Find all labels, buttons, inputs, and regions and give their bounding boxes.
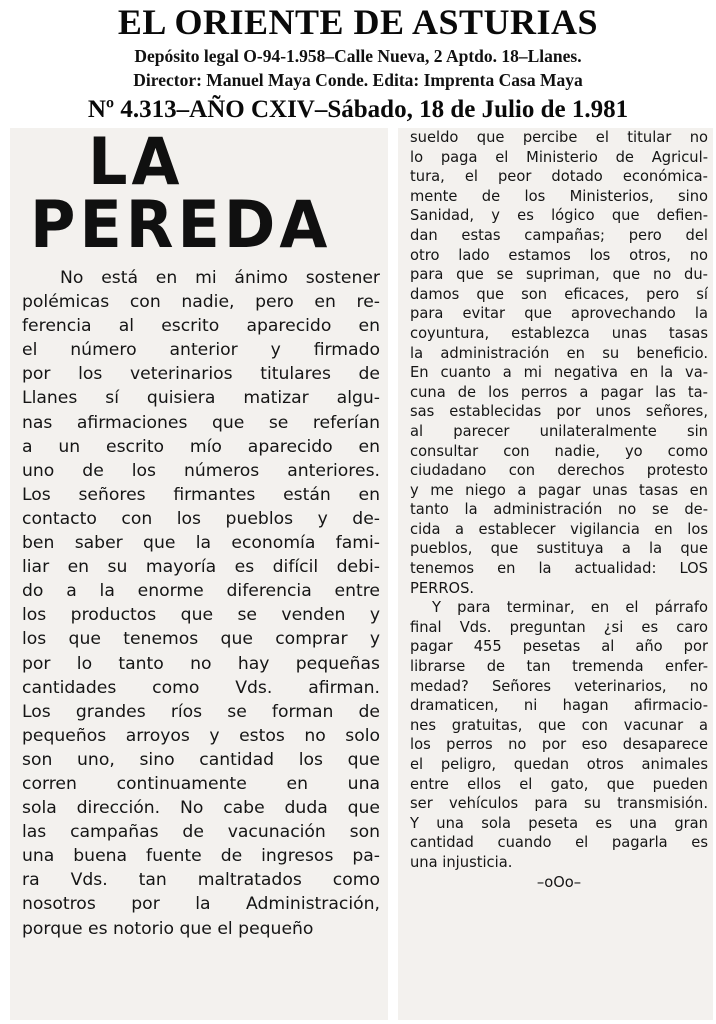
article-text-line: el peligro, quedan otros animales	[410, 756, 708, 773]
article-text-line: cida a establecer vigilancia en los	[410, 520, 708, 538]
article-text-line: corren continuamente en una	[22, 773, 380, 794]
article-text-line: ciudadano con derechos protesto	[410, 462, 708, 480]
article-text-line: ferencia al escrito aparecido en	[22, 316, 380, 337]
article-text-line: lo paga el Ministerio de Agricul-	[410, 148, 708, 166]
article-text-line: las campañas de vacunación son	[22, 822, 380, 843]
article-text-line: dramaticen, ni hagan afirmacio-	[410, 697, 708, 715]
article-text-line: sola dirección. No cabe duda que	[22, 798, 380, 819]
headline-word-la: LA	[88, 123, 184, 200]
issue-date-line: Nº 4.313–AÑO CXIV–Sábado, 18 de Julio de 1.981	[87, 96, 629, 123]
article-text-line: los productos que se venden y	[22, 605, 380, 626]
article-text-line: los perros no por eso desaparece	[410, 736, 708, 754]
article-text-line: uno de los números anteriores.	[22, 460, 380, 481]
masthead	[0, 0, 716, 130]
article-text-line: Sanidad, y es lógico que defien-	[410, 207, 708, 225]
article-text-line: cantidad cuando el pagarla es	[410, 834, 708, 852]
article-text-line: pequeños arroyos y estos no solo	[22, 725, 380, 746]
article-text-line: para que se supriman, que no du-	[410, 266, 708, 284]
article-text-line: medad? Señores veterinarios, no	[410, 677, 708, 695]
article-headline	[30, 123, 360, 263]
article-text-line: Los señores firmantes están en	[22, 484, 380, 505]
article-text-line: tanto la administración no se de-	[410, 501, 708, 519]
article-text-line: una injusticia.	[410, 853, 513, 871]
article-text-line: sas establecidas por unos señores,	[410, 403, 708, 421]
article-text-line: dan estas campañas; pero del	[410, 226, 708, 244]
article-text-line: tenemos en la actualidad: LOS	[410, 560, 708, 578]
imprint-line-legal: Depósito legal O-94-1.958–Calle Nueva, 2 Aptdo. 18–Llanes.	[134, 46, 582, 66]
article-text-line: do a la enorme diferencia entre	[22, 581, 380, 602]
article-text-line: polémicas con nadie, pero en re-	[22, 292, 380, 313]
headline-word-pereda: PEREDA	[30, 186, 332, 263]
article-clipping	[10, 123, 713, 1020]
imprint-line-director: Director: Manuel Maya Conde. Edita: Imprenta Casa Maya	[133, 70, 583, 90]
article-text-line: Y para terminar, en el párrafo	[432, 599, 708, 617]
article-text-line: contacto con los pueblos y de-	[22, 508, 380, 529]
article-text-line: damos que son eficaces, pero sí	[410, 285, 708, 303]
article-text-line: cuna de los perros a pagar las ta-	[410, 383, 708, 401]
article-text-line: el número anterior y firmado	[22, 340, 380, 361]
article-text-line: ra Vds. tan maltratados como	[22, 870, 380, 891]
article-text-line: liar en su mayoría es difícil debi-	[22, 557, 380, 578]
article-text-line: PERROS.	[410, 579, 475, 597]
article-text-line: son uno, sino cantidad los que	[22, 749, 380, 770]
article-text-line: –oOo–	[536, 873, 582, 891]
article-text-line: otro lado estamos los otros, no	[410, 246, 708, 264]
article-text-line: No está en mi ánimo sostener	[60, 268, 380, 288]
article-left-column	[22, 266, 380, 941]
article-text-line: pagar 455 pesetas al año por	[410, 638, 708, 656]
article-text-line: sueldo que percibe el titular no	[410, 129, 708, 146]
article-text-line: los que tenemos que comprar y	[22, 629, 380, 650]
article-text-line: En cuanto a mi negativa en la va-	[410, 364, 708, 382]
article-text-line: Y una sola peseta es una gran	[410, 814, 708, 832]
article-text-line: pueblos, que sustituya a la que	[410, 540, 708, 558]
article-text-line: por lo tanto no hay pequeñas	[22, 653, 380, 674]
article-text-line: nosotros por la Administración,	[22, 894, 380, 915]
article-text-line: para evitar que aprovechando la	[410, 305, 708, 323]
newspaper-title: EL ORIENTE DE ASTURIAS	[117, 2, 599, 42]
article-text-line: porque es notorio que el pequeño	[22, 918, 314, 939]
article-text-line: Los grandes ríos se forman de	[22, 701, 380, 722]
article-text-line: entre ellos el gato, que pueden	[410, 775, 708, 793]
article-text-line: Llanes sí quisiera matizar algu-	[22, 388, 380, 409]
article-text-line: y me niego a pagar unas tasas en	[410, 481, 708, 499]
article-text-line: final Vds. preguntan ¿si es caro	[410, 618, 708, 636]
article-right-column	[410, 128, 708, 892]
article-text-line: al parecer unilateralmente sin	[410, 422, 708, 440]
article-text-line: consultar con nadie, yo como	[410, 442, 708, 460]
article-text-line: mente de los Ministerios, sino	[410, 187, 708, 205]
article-text-line: nas afirmaciones que se referían	[22, 412, 380, 433]
article-text-line: coyuntura, establezca unas tasas	[410, 324, 708, 342]
column-divider	[388, 128, 398, 1020]
article-text-line: librarse de tan tremenda enfer-	[410, 658, 708, 676]
article-text-line: cantidades como Vds. afirman.	[22, 677, 380, 698]
article-text-line: una buena fuente de ingresos pa-	[22, 846, 380, 867]
article-text-line: la administración en su beneficio.	[410, 344, 708, 362]
article-text-line: por los veterinarios titulares de	[22, 364, 380, 385]
article-text-line: nes gratuitas, que con vacunar a	[410, 716, 708, 734]
article-text-line: tura, el peor dotado económica-	[410, 168, 708, 186]
article-text-line: ben saber que la economía fami-	[22, 533, 380, 554]
article-text-line: a un escrito mío aparecido en	[22, 436, 380, 457]
article-text-line: ser vehículos para su transmisión.	[410, 795, 708, 813]
